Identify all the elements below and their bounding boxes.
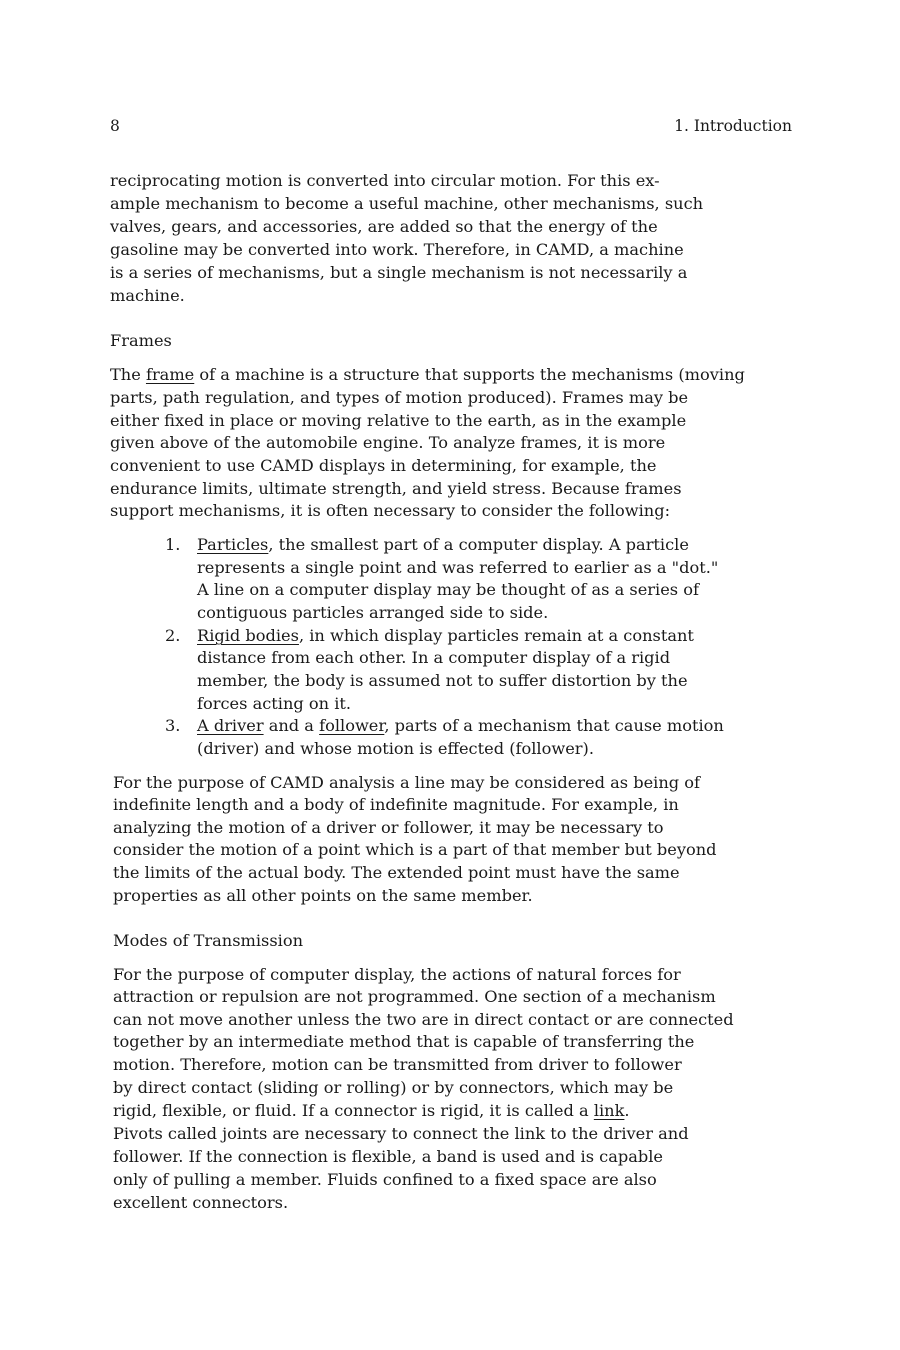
term-driver: A driver bbox=[197, 716, 264, 735]
page-header bbox=[110, 117, 792, 139]
term-particles: Particles bbox=[197, 535, 269, 554]
list-item-2-line: distance from each other. In a computer display of a rigid bbox=[197, 648, 671, 667]
paragraph-4-line: follower. If the connection is flexible, a band is used and is capable bbox=[113, 1147, 663, 1166]
list-item-1-line: contiguous particles arranged side to side. bbox=[197, 603, 549, 622]
paragraph-4-line bbox=[113, 1100, 630, 1122]
paragraph-2-line: parts, path regulation, and types of motion produced). Frames may be bbox=[110, 388, 689, 407]
text-run: , the smallest part of a computer display. A particle bbox=[268, 535, 689, 554]
text-run: The bbox=[110, 365, 146, 384]
paragraph-1-line: is a series of mechanisms, but a single mechanism is not necessarily a bbox=[110, 263, 688, 282]
paragraph-4-line: together by an intermediate method that is capable of transferring the bbox=[113, 1032, 695, 1051]
paragraph-3-line: indefinite length and a body of indefinite magnitude. For example, in bbox=[113, 795, 679, 814]
text-run: . bbox=[624, 1101, 630, 1120]
list-item-1-line: represents a single point and was referred to earlier as a "dot." bbox=[197, 558, 719, 577]
section-heading-frames: Frames bbox=[110, 331, 172, 350]
paragraph-2-line: support mechanisms, it is often necessary to consider the following: bbox=[110, 501, 671, 520]
paragraph-3-line: For the purpose of CAMD analysis a line may be considered as being of bbox=[113, 773, 701, 792]
paragraph-4-line: motion. Therefore, motion can be transmitted from driver to follower bbox=[113, 1055, 682, 1074]
paragraph-4-line: Pivots called joints are necessary to connect the link to the driver and bbox=[113, 1124, 689, 1143]
term-frame: frame bbox=[145, 365, 195, 384]
paragraph-3-line: analyzing the motion of a driver or follower, it may be necessary to bbox=[113, 818, 664, 837]
list-item-2-line: forces acting on it. bbox=[197, 694, 352, 713]
paragraph-2-line: endurance limits, ultimate strength, and yield stress. Because frames bbox=[110, 479, 682, 498]
paragraph-4-line: attraction or repulsion are not programmed. One section of a mechanism bbox=[113, 987, 716, 1006]
text-run: rigid, flexible, or fluid. If a connector is rigid, it is called a bbox=[113, 1101, 594, 1120]
paragraph-1-line: ample mechanism to become a useful machine, other mechanisms, such bbox=[110, 194, 704, 213]
paragraph-4-line: only of pulling a member. Fluids confined to a fixed space are also bbox=[113, 1170, 657, 1189]
list-item-2-line bbox=[197, 625, 694, 647]
text-run: of a machine is a structure that supports the mechanisms (moving bbox=[194, 365, 745, 384]
paragraph-1-line: valves, gears, and accessories, are added so that the energy of the bbox=[110, 217, 658, 236]
paragraph-4-line: For the purpose of computer display, the actions of natural forces for bbox=[113, 965, 681, 984]
paragraph-4-line: by direct contact (sliding or rolling) or by connectors, which may be bbox=[113, 1078, 674, 1097]
text-run: and a bbox=[263, 716, 320, 735]
paragraph-2-line: given above of the automobile engine. To analyze frames, it is more bbox=[110, 433, 666, 452]
list-item-3-line bbox=[197, 715, 724, 737]
running-head: 1. Introduction bbox=[674, 117, 792, 135]
paragraph-3-line: the limits of the actual body. The extended point must have the same bbox=[113, 863, 680, 882]
term-rigid-bodies: Rigid bodies bbox=[197, 626, 299, 645]
list-item-2-line: member, the body is assumed not to suffer distortion by the bbox=[197, 671, 688, 690]
list-item-number: 1. bbox=[165, 535, 181, 554]
paragraph-4-line: can not move another unless the two are in direct contact or are connected bbox=[113, 1010, 734, 1029]
term-link: link bbox=[593, 1101, 625, 1120]
page-number: 8 bbox=[110, 117, 120, 135]
paragraph-2-line bbox=[110, 364, 745, 386]
paragraph-3-line: consider the motion of a point which is a part of that member but beyond bbox=[113, 840, 717, 859]
text-run: , in which display particles remain at a constant bbox=[298, 626, 694, 645]
paragraph-4-line: excellent connectors. bbox=[113, 1193, 289, 1212]
paragraph-1-line: gasoline may be converted into work. Therefore, in CAMD, a machine bbox=[110, 240, 684, 259]
paragraph-3-line: properties as all other points on the same member. bbox=[113, 886, 533, 905]
list-item-1-line bbox=[197, 534, 689, 556]
paragraph-2-line: convenient to use CAMD displays in determining, for example, the bbox=[110, 456, 657, 475]
text-run: , parts of a mechanism that cause motion bbox=[384, 716, 724, 735]
list-item-number: 3. bbox=[165, 716, 181, 735]
section-heading-modes-of-transmission: Modes of Transmission bbox=[113, 931, 304, 950]
paragraph-2-line: either fixed in place or moving relative to the earth, as in the example bbox=[110, 411, 687, 430]
list-item-number: 2. bbox=[165, 626, 181, 645]
list-item-1-line: A line on a computer display may be thought of as a series of bbox=[197, 580, 699, 599]
paragraph-1-line: machine. bbox=[110, 286, 185, 305]
term-follower: follower bbox=[319, 716, 385, 735]
paragraph-1-line: reciprocating motion is converted into circular motion. For this ex- bbox=[110, 171, 660, 190]
list-item-3-line: (driver) and whose motion is effected (follower). bbox=[197, 739, 594, 758]
